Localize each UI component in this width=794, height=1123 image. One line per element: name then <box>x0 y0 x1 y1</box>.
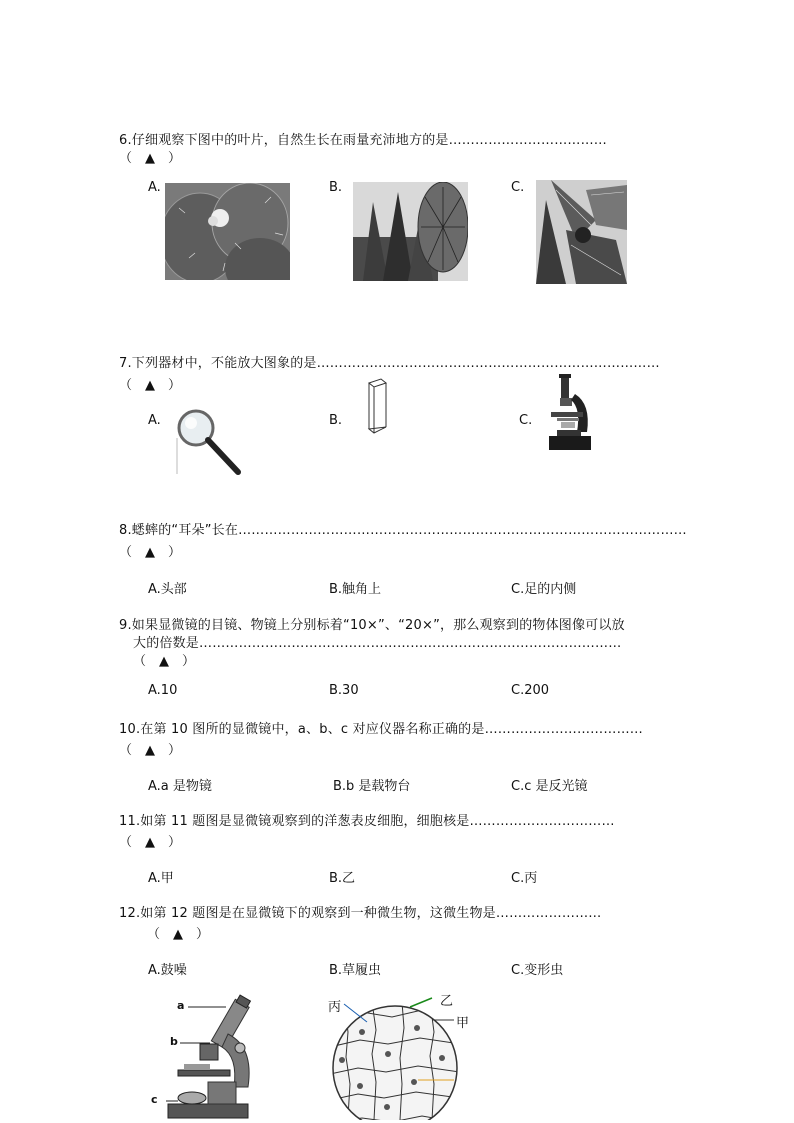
q9-answer-blank: （ ▲ ） <box>133 654 195 669</box>
q11-answer-blank: （ ▲ ） <box>119 835 181 850</box>
label-yi: 乙 <box>440 994 454 1009</box>
q8-stem: 8.蟋蟀的“耳朵”长在………………………………………………………………………………………… <box>119 523 687 538</box>
q7-option-b: B. <box>329 413 343 428</box>
q6-answer-blank: （ ▲ ） <box>119 151 181 166</box>
figure-10-microscope <box>148 992 258 1120</box>
glass-prism-icon <box>364 377 388 435</box>
q7-stem: 7.下列器材中，不能放大图象的是…………………………………………………………………… <box>119 356 660 371</box>
q7-option-c: C. <box>519 413 533 428</box>
q10-option-b: B.b 是载物台 <box>333 779 411 794</box>
q10-option-c: C.c 是反光镜 <box>511 779 588 794</box>
q7-option-a: A. <box>148 413 161 428</box>
q12-option-c: C.变形虫 <box>511 963 564 978</box>
q12-option-a: A.鼓噪 <box>148 963 187 978</box>
microscope-diagram <box>148 992 258 1120</box>
label-a: a <box>177 999 185 1012</box>
q9-option-c: C.200 <box>511 683 550 698</box>
label-b: b <box>170 1035 178 1048</box>
q12-answer-blank: （ ▲ ） <box>147 927 209 942</box>
q9-stem-line1: 9.如果显微镜的目镜、物镜上分别标着“10×”、“20×”，那么观察到的物体图像可以放 <box>119 618 625 633</box>
pine-tree-photo <box>353 182 468 281</box>
q11-option-b: B.乙 <box>329 871 356 886</box>
q11-stem: 11.如第 11 题图是显微镜观察到的洋葱表皮细胞，细胞核是…………………………… <box>119 814 615 829</box>
q9-stem-line2: 大的倍数是…………………………………………………………………………………… <box>133 636 622 651</box>
q11-option-a: A.甲 <box>148 871 174 886</box>
q10-option-a: A.a 是物镜 <box>148 779 212 794</box>
label-jia: 甲 <box>456 1016 470 1031</box>
q12-option-b: B.草履虫 <box>329 963 382 978</box>
label-c: c <box>151 1093 158 1106</box>
cactus-leaf-photo <box>165 183 290 280</box>
q10-answer-blank: （ ▲ ） <box>119 743 181 758</box>
q12-stem: 12.如第 12 题图是在显微镜下的观察到一种微生物，这微生物是…………………… <box>119 906 602 921</box>
q6-option-b: B. <box>329 180 343 195</box>
banana-leaf-photo <box>536 180 627 284</box>
q6-option-a: A. <box>148 180 161 195</box>
q6-option-c: C. <box>511 180 525 195</box>
label-bing: 丙 <box>328 1000 342 1015</box>
q8-option-b: B.触角上 <box>329 582 382 597</box>
q8-answer-blank: （ ▲ ） <box>119 545 181 560</box>
magnifying-glass-icon <box>176 408 242 476</box>
q10-stem: 10.在第 10 图所的显微镜中，a、b、c 对应仪器名称正确的是……………………………… <box>119 722 643 737</box>
q9-option-b: B.30 <box>329 683 359 698</box>
q8-option-c: C.足的内侧 <box>511 582 577 597</box>
q6-stem: 6.仔细观察下图中的叶片，自然生长在雨量充沛地方的是……………………………… <box>119 133 608 148</box>
q11-option-c: C.丙 <box>511 871 538 886</box>
figure-11-onion-cells <box>322 992 482 1120</box>
microscope-photo-icon <box>547 374 593 452</box>
q9-option-a: A.10 <box>148 683 178 698</box>
q8-option-a: A.头部 <box>148 582 187 597</box>
q7-answer-blank: （ ▲ ） <box>119 378 181 393</box>
